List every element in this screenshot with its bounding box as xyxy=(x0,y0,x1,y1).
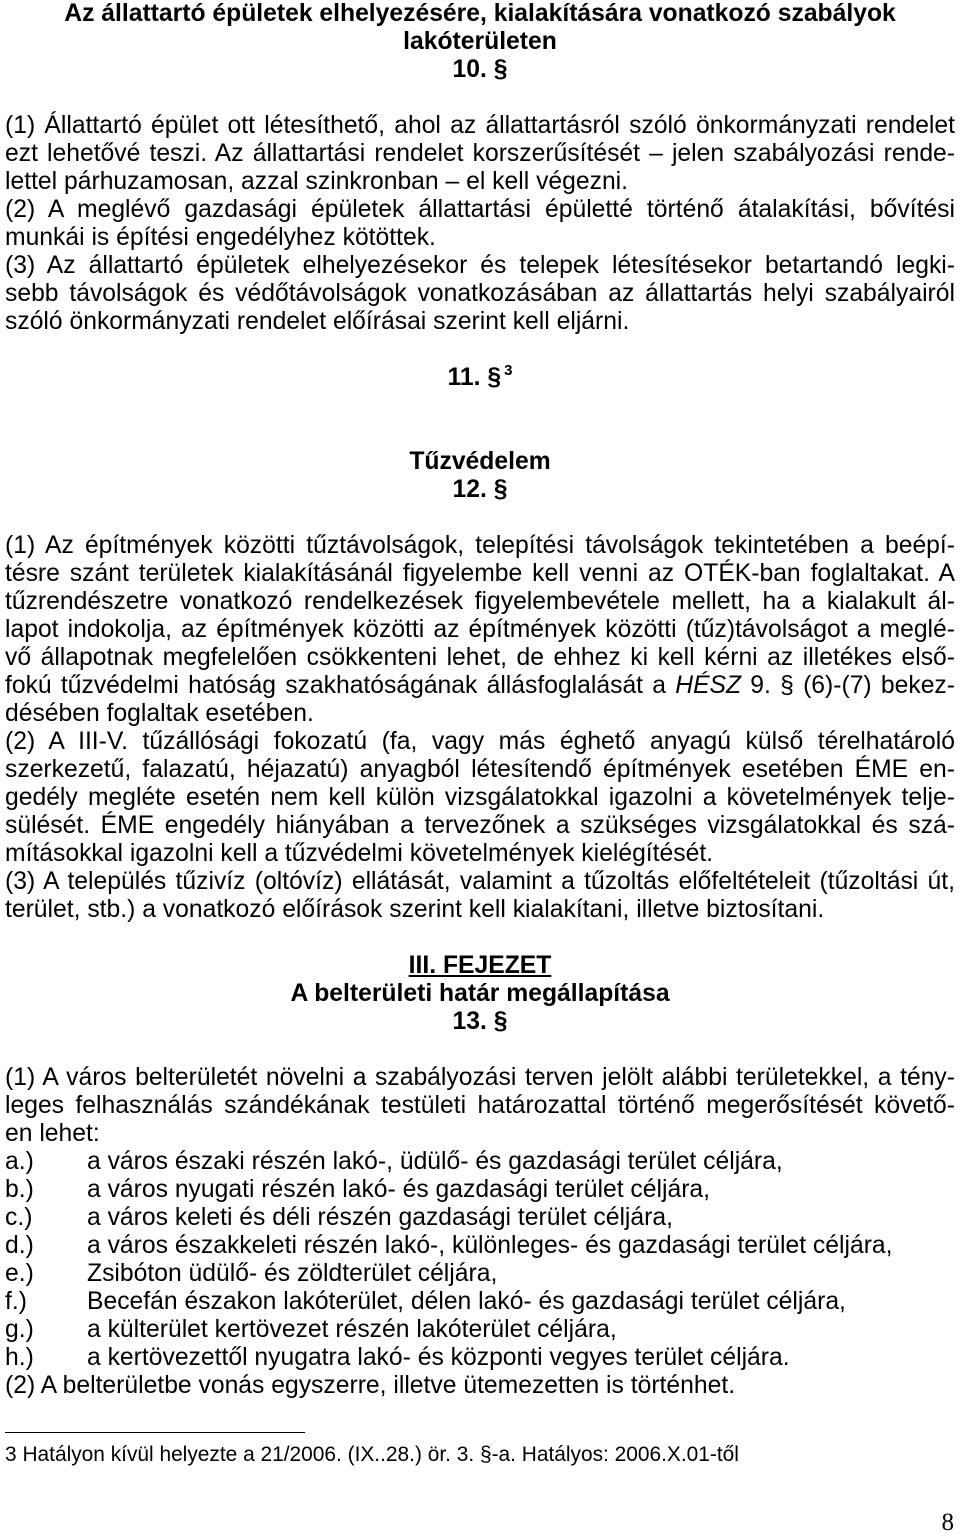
list-item-text: a város keleti és déli részén gazdasági terület céljára, xyxy=(87,1204,673,1231)
paragraph-line: (1) Az építmények közötti tűztávolságok, telepítési távolságok tekintetében a beépí- xyxy=(5,532,955,559)
paragraph-line: terület, stb.) a vonatkozó előírások szerint kell kialakítani, illetve biztosítani. xyxy=(5,896,825,923)
spacer xyxy=(5,336,955,364)
list-item xyxy=(5,1316,955,1344)
paragraph-line: (1) A város belterületét növelni a szabályozási terven jelölt alábbi területekkel, a tény- xyxy=(5,1064,955,1091)
spacer xyxy=(5,924,955,952)
spacer xyxy=(5,504,955,532)
paragraph-line: szerkezetű, falazatú, héjazatú) anyagból létesítendő építmények esetében ÉME en- xyxy=(5,756,955,783)
paragraph-line: désében foglaltak esetében. xyxy=(5,700,314,727)
list-item-label: f.) xyxy=(5,1288,27,1315)
hesz-abbreviation: HÉSZ xyxy=(675,672,742,699)
list-item xyxy=(5,1204,955,1232)
list-item-text: Zsibóton üdülő- és zöldterület céljára, xyxy=(87,1260,498,1287)
paragraph-line: mításokkal igazolni kell a tűzvédelmi követelmények kielégítését. xyxy=(5,840,714,867)
list-item xyxy=(5,1288,955,1316)
paragraph-line: (3) A település tűzivíz (oltóvíz) ellátását, valamint a tűzoltás előfeltételeit (tűzoltási út, xyxy=(5,868,955,895)
section-title: Tűzvédelem xyxy=(409,448,551,475)
spacer xyxy=(5,392,955,420)
list-item-text: a város északkeleti részén lakó-, különleges- és gazdasági terület céljára, xyxy=(87,1232,893,1259)
section-heading: lakóterületen xyxy=(403,28,557,55)
line-text: 9. § (6)-(7) bekez- xyxy=(741,672,955,699)
list-item-text: a város nyugati részén lakó- és gazdasági terület céljára, xyxy=(87,1176,711,1203)
paragraph-line: lapot indokolja, az építmények közötti az építmények közötti (tűz)távolságot a meglé- xyxy=(5,616,955,643)
paragraph-line: szóló önkormányzati rendelet előírásai szerint kell eljárni. xyxy=(5,308,630,335)
list-item xyxy=(5,1260,955,1288)
paragraph-line: munkái is építési engedélyhez kötöttek. xyxy=(5,224,436,251)
list-item-label: b.) xyxy=(5,1176,34,1203)
section-number: 10. § xyxy=(452,56,508,83)
list-item xyxy=(5,1176,955,1204)
list-item xyxy=(5,1232,955,1260)
section-heading: Az állattartó épületek elhelyezésére, kialakítására vonatkozó szabályok xyxy=(64,0,896,27)
list-item xyxy=(5,1148,955,1176)
paragraph-line: sebb távolságok és védőtávolságok vonatkozásában az állattartás helyi szabályairól xyxy=(5,280,955,307)
footnote xyxy=(5,1441,955,1469)
spacer xyxy=(5,420,955,448)
list-item-text: Becefán északon lakóterület, délen lakó- és gazdasági terület céljára, xyxy=(87,1288,846,1315)
page-body xyxy=(5,0,955,1400)
paragraph-line: sülését. ÉME engedély hiányában a tervezőnek a szükséges vizsgálatokkal és szá- xyxy=(5,812,955,839)
list-item-label: g.) xyxy=(5,1316,34,1343)
paragraph-line: (2) A meglévő gazdasági épületek állattartási épületté történő átalakítási, bővítési xyxy=(5,196,955,223)
paragraph-line: en lehet: xyxy=(5,1120,100,1147)
paragraph-line: tűzrendészetre vonatkozó rendelkezések figyelembevétele mellett, ha a kialakult ál- xyxy=(5,588,955,615)
page-number: 8 xyxy=(941,1509,954,1536)
paragraph-line: (2) A III-V. tűzállósági fokozatú (fa, vagy más éghető anyagú külső térelhatároló xyxy=(5,728,955,755)
section-number-text: 11. § xyxy=(447,364,502,391)
paragraph-line: (2) A belterületbe vonás egyszerre, illetve ütemezetten is történhet. xyxy=(5,1372,736,1399)
footnote-reference: 3 xyxy=(504,362,513,379)
paragraph-line: (3) Az állattartó épületek elhelyezésekor és telepek létesítésekor betartandó legki- xyxy=(5,252,955,279)
paragraph-line: lettel párhuzamosan, azzal szinkronban – el kell végezni. xyxy=(5,168,629,195)
list-item-label: e.) xyxy=(5,1260,34,1287)
list-item-text: a külterület kertövezet részén lakóterület céljára, xyxy=(87,1316,617,1343)
list-item xyxy=(5,1344,955,1372)
paragraph-line: leges felhasználás szándékának testületi határozattal történő megerősítését követő- xyxy=(5,1092,955,1119)
paragraph-line xyxy=(5,672,955,700)
chapter-heading xyxy=(5,952,955,980)
list-item-label: c.) xyxy=(5,1204,33,1231)
paragraph-line: tésre szánt területek kialakításánál figyelembe kell venni az OTÉK-ban foglaltakat. A xyxy=(5,560,955,587)
spacer xyxy=(5,1036,955,1064)
paragraph-line: vő állapotnak megfelelően csökkenteni lehet, de ehhez ki kell kérni az illetékes első- xyxy=(5,644,955,671)
list-item-label: h.) xyxy=(5,1344,34,1371)
paragraph-line: ezt lehetővé teszi. Az állattartási rendelet korszerűsítését – jelen szabályozási rende- xyxy=(5,140,955,167)
list-item-text: a kertövezettől nyugatra lakó- és központi vegyes terület céljára. xyxy=(87,1344,790,1371)
paragraph-line: gedély megléte esetén nem kell külön vizsgálatokkal igazolni a követelmények telje- xyxy=(5,784,955,811)
chapter-title: A belterületi határ megállapítása xyxy=(290,980,670,1007)
section-number: 12. § xyxy=(452,476,508,503)
spacer xyxy=(5,84,955,112)
list-item-label: d.) xyxy=(5,1232,34,1259)
section-number: 13. § xyxy=(452,1008,508,1035)
footnote-separator xyxy=(5,1432,305,1433)
list-item-text: a város északi részén lakó-, üdülő- és gazdasági terület céljára, xyxy=(87,1148,783,1175)
paragraph-line: (1) Állattartó épület ott létesíthető, ahol az állattartásról szóló önkormányzati rendelet xyxy=(5,112,955,139)
list-item-label: a.) xyxy=(5,1148,34,1175)
footnote-number: 3 xyxy=(5,1443,17,1466)
chapter-label: III. FEJEZET xyxy=(408,952,552,979)
footnote-text: Hatályon kívül helyezte a 21/2006. (IX..28.) ör. 3. §-a. Hatályos: 2006.X.01-től xyxy=(22,1443,739,1466)
section-number xyxy=(5,364,955,392)
line-text: fokú tűzvédelmi hatóság szakhatóságának állásfoglalását a xyxy=(5,672,676,699)
